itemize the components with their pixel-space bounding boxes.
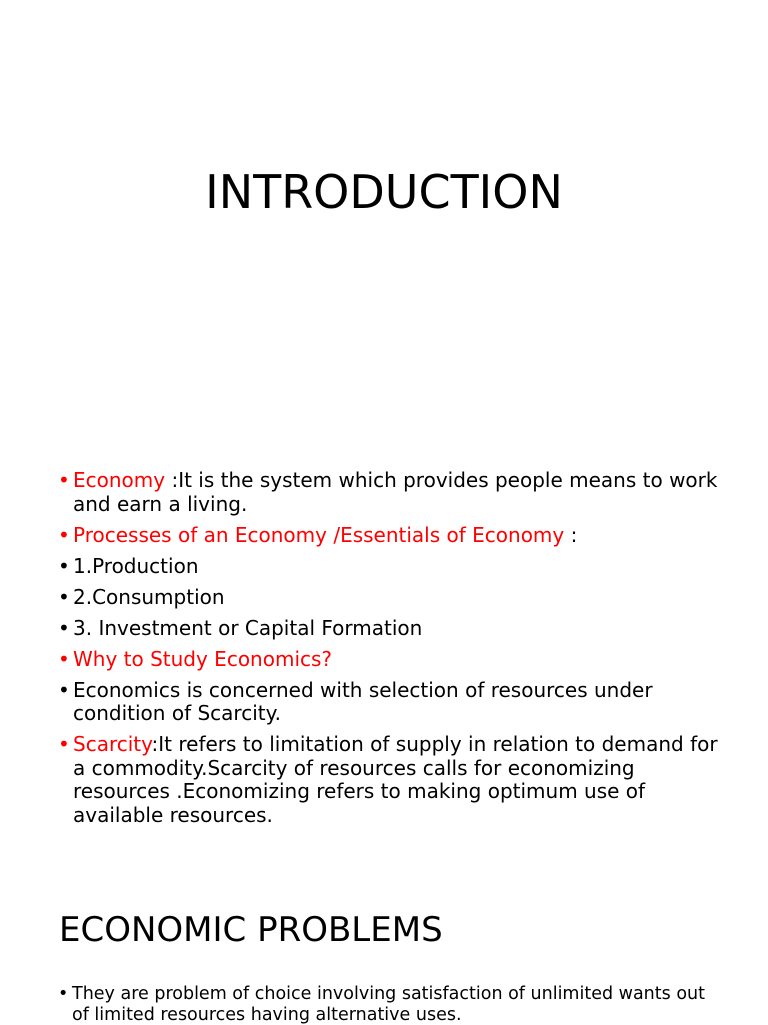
bullet-lead-text: Economy <box>73 468 172 492</box>
list-item-problem-of-choice <box>58 984 718 1025</box>
bullet-body-text: 2.Consumption <box>73 584 225 609</box>
bullet-icon: • <box>58 646 70 671</box>
bullet-icon: • <box>58 984 69 1004</box>
bullet-icon: • <box>58 468 70 492</box>
list-item-economics-concerned <box>58 679 718 726</box>
list-item-economy <box>58 469 718 516</box>
introduction-bullet-list <box>58 469 718 835</box>
bullet-body-text: Economics is concerned with selection of resources under condition of Scarcity. <box>73 677 653 725</box>
bullet-body-text: They are problem of choice involving satisfaction of unlimited wants out of limited resources having alternative uses. <box>72 984 705 1025</box>
bullet-body-text: 3. Investment or Capital Formation <box>73 615 423 640</box>
list-item-production <box>58 555 718 579</box>
bullet-body-text: : <box>570 522 578 547</box>
bullet-icon: • <box>58 677 70 702</box>
slide-title-introduction: INTRODUCTION <box>205 165 563 219</box>
slide-introduction <box>0 0 768 450</box>
bullet-body-text: 1.Production <box>73 553 199 578</box>
list-item-processes <box>58 524 718 548</box>
bullet-lead-text: Processes of an Economy /Essentials of Economy <box>73 522 571 547</box>
economic-problems-bullet-list <box>58 984 718 1025</box>
bullet-icon: • <box>58 615 70 640</box>
bullet-icon: • <box>58 584 70 609</box>
bullet-lead-text: Why to Study Economics? <box>73 646 333 671</box>
bullet-icon: • <box>58 732 70 756</box>
list-item-why-study <box>58 648 718 672</box>
bullet-body-text: :It refers to limitation of supply in relation to demand for a commodity.Scarcity of resources calls for economizing resources .Economizing refers to making optimum use of available resources. <box>73 732 718 827</box>
bullet-icon: • <box>58 553 70 578</box>
slide-title-economic-problems: ECONOMIC PROBLEMS <box>59 910 443 950</box>
bullet-lead-text: Scarcity <box>73 732 152 756</box>
list-item-investment <box>58 617 718 641</box>
bullet-icon: • <box>58 522 70 547</box>
bullet-body-text: :It is the system which provides people means to work and earn a living. <box>73 468 718 516</box>
list-item-consumption <box>58 586 718 610</box>
list-item-scarcity <box>58 733 718 827</box>
